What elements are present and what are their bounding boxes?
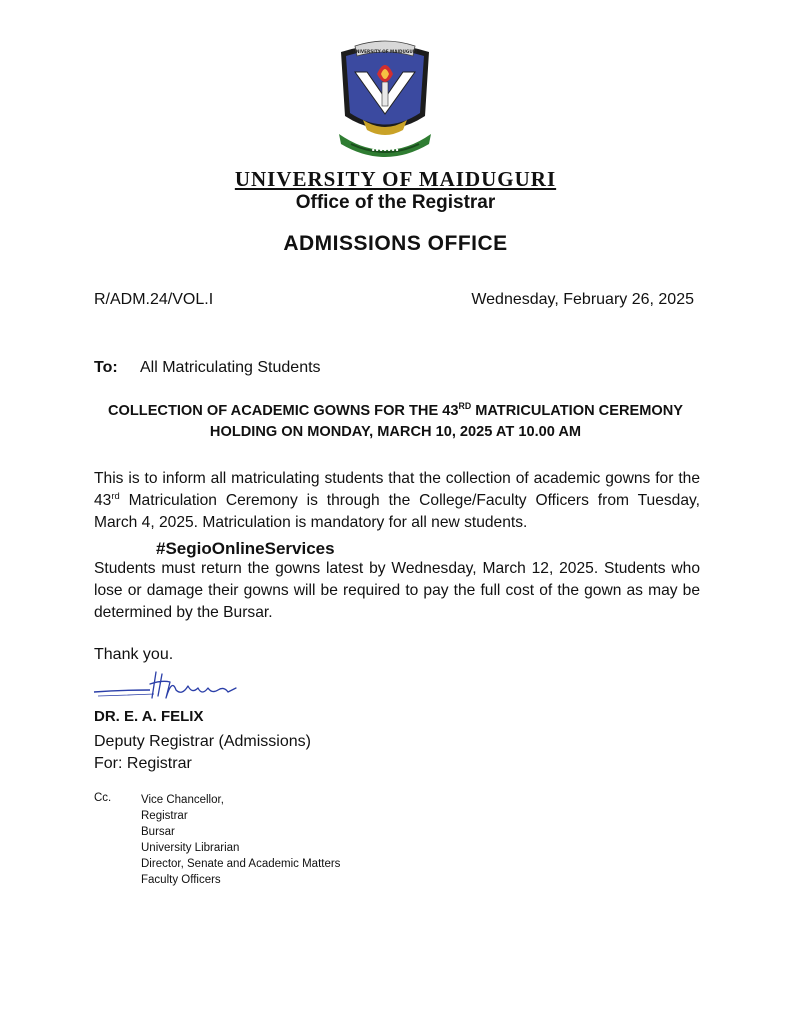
signatory-for: For: Registrar <box>94 755 192 772</box>
cc-item: Bursar <box>141 826 175 838</box>
recipient-line <box>94 359 321 377</box>
body-paragraph-1: This is to inform all matriculating students that the collection of academic gowns for the 43rd Matriculation Ceremony is through the College/Faculty Officers from Tuesday, March 4, 2025. Matriculation is mandatory for all new students. <box>94 470 700 531</box>
subject-line-2: HOLDING ON MONDAY, MARCH 10, 2025 AT 10.00 AM <box>209 424 582 440</box>
signatory-title: Deputy Registrar (Admissions) <box>94 733 311 750</box>
handwritten-signature <box>92 668 242 704</box>
subject-line-1: COLLECTION OF ACADEMIC GOWNS FOR THE 43RD MATRICULATION CEREMONY <box>107 401 684 419</box>
office-name: Office of the Registrar <box>295 192 496 213</box>
subject-heading <box>60 401 731 443</box>
university-name: UNIVERSITY OF MAIDUGURI <box>234 167 557 191</box>
body-paragraph-2: Students must return the gowns latest by Wednesday, March 12, 2025. Students who lose or damage their gowns will be required to pay the full cost of the gown as may be determined by the Bursar. <box>94 560 700 621</box>
cc-item: University Librarian <box>141 842 240 854</box>
recipient-label: To: <box>94 359 118 376</box>
department-name: ADMISSIONS OFFICE <box>283 232 508 255</box>
university-crest <box>333 38 437 162</box>
cc-item: Registrar <box>141 810 188 822</box>
cc-item: Vice Chancellor, <box>141 794 224 806</box>
letter-date: Wednesday, February 26, 2025 <box>471 291 694 308</box>
signatory-name: DR. E. A. FELIX <box>94 708 204 725</box>
signatory-title-block <box>94 731 311 775</box>
hashtag-overlay: #SegioOnlineServices <box>156 539 335 558</box>
cc-item: Director, Senate and Academic Matters <box>141 858 341 870</box>
cc-list <box>141 792 340 888</box>
crest-scroll-text: UNIVERSITY OF MAIDUGURI <box>352 49 418 54</box>
svg-text:▪ ▪ ▪ ▪ ▪ ▪ ▪: ▪ ▪ ▪ ▪ ▪ ▪ ▪ <box>371 147 399 152</box>
reference-number: R/ADM.24/VOL.I <box>94 291 214 308</box>
cc-item: Faculty Officers <box>141 874 221 886</box>
recipient-value: All Matriculating Students <box>140 359 321 376</box>
cc-label: Cc. <box>94 792 112 804</box>
closing-thanks: Thank you. <box>94 646 174 663</box>
